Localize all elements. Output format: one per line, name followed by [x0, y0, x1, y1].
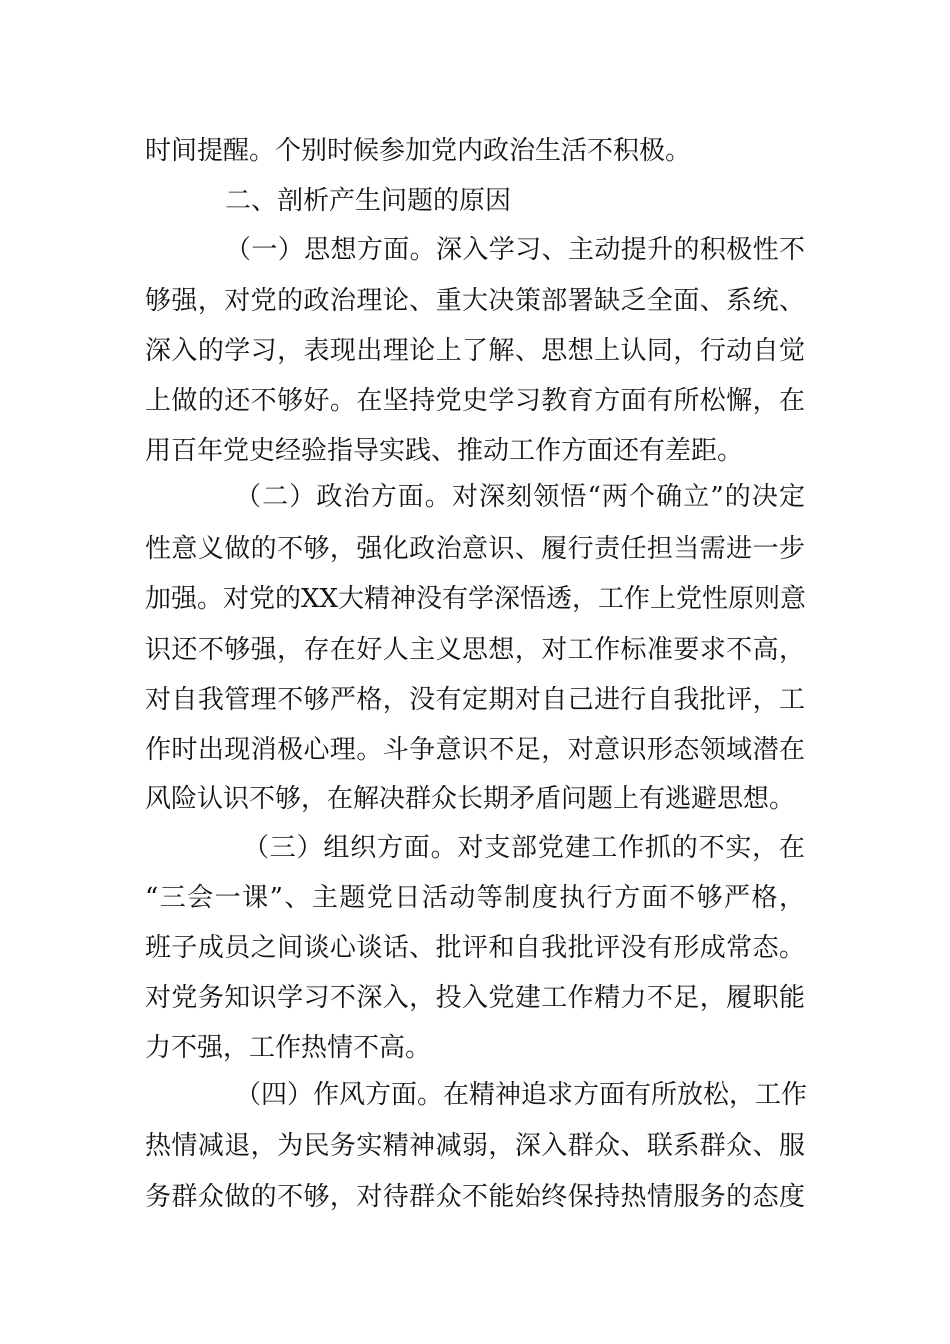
paragraph-line: （一）思想方面。深入学习、主动提升的积极性不	[225, 235, 805, 265]
paragraph-line: 用百年党史经验指导实践、推动工作方面还有差距。	[145, 436, 744, 466]
paragraph-line: 作时出现消极心理。斗争意识不足，对意识形态领域潜在	[145, 735, 805, 765]
paragraph-line: 对自我管理不够严格，没有定期对自己进行自我批评，工	[145, 685, 805, 715]
paragraph-line: 班子成员之间谈心谈话、批评和自我批评没有形成常态。	[145, 933, 805, 963]
paragraph-line: 务群众做的不够，对待群众不能始终保持热情服务的态度	[145, 1182, 805, 1212]
paragraph-line: 深入的学习，表现出理论上了解、思想上认同，行动自觉	[145, 336, 805, 366]
paragraph-line: 时间提醒。个别时候参加党内政治生活不积极。	[145, 136, 692, 166]
paragraph-line: （三）组织方面。对支部党建工作抓的不实，在	[243, 833, 805, 863]
paragraph-line: 加强。对党的XX大精神没有学深悟透，工作上党性原则意	[145, 584, 807, 614]
paragraph-line: （四）作风方面。在精神追求方面有所放松，工作	[235, 1080, 808, 1110]
section-heading: 二、剖析产生问题的原因	[225, 186, 512, 216]
paragraph-line: 上做的还不够好。在坚持党史学习教育方面有所松懈，在	[145, 386, 805, 416]
paragraph-line: 热情减退，为民务实精神减弱，深入群众、联系群众、服	[145, 1131, 805, 1161]
paragraph-line: 风险认识不够，在解决群众长期矛盾问题上有逃避思想。	[145, 784, 796, 814]
paragraph-line: 对党务知识学习不深入，投入党建工作精力不足，履职能	[145, 983, 805, 1013]
paragraph-line: 力不强，工作热情不高。	[145, 1033, 432, 1063]
paragraph-line: 识还不够强，存在好人主义思想，对工作标准要求不高，	[145, 635, 805, 665]
paragraph-line: （二）政治方面。对深刻领悟“两个确立”的决定	[235, 482, 805, 512]
paragraph-line: 性意义做的不够，强化政治意识、履行责任担当需进一步	[145, 534, 805, 564]
paragraph-line: 够强，对党的政治理论、重大决策部署缺乏全面、系统、	[145, 286, 805, 316]
paragraph-line: “三会一课”、主题党日活动等制度执行方面不够严格，	[145, 883, 805, 913]
